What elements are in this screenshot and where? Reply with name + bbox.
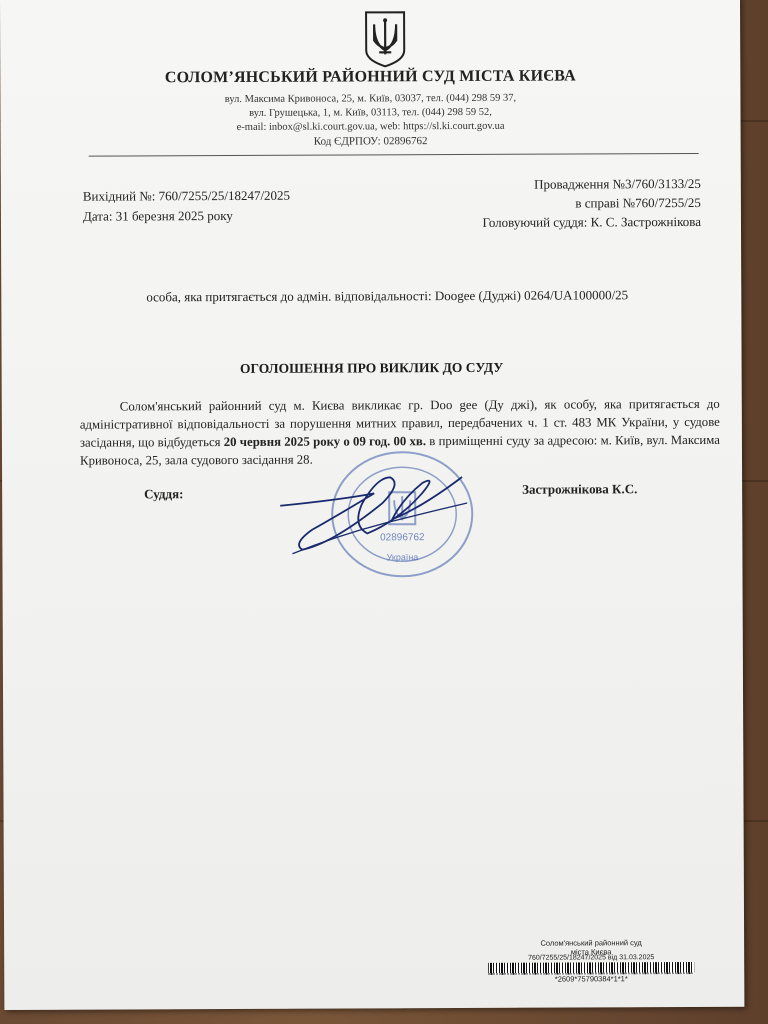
judge-name: Застрожнікова К.С. bbox=[522, 481, 638, 497]
person-line: особа, яка притягається до адмін. відповідальності: Doogee (Дуджі) 0264/UA100000/25 bbox=[146, 287, 629, 305]
court-name: СОЛОМ’ЯНСЬКИЙ РАЙОННИЙ СУД МІСТА КИЄВА bbox=[164, 67, 576, 87]
presiding-judge: Головуючий суддя: К. С. Застрожнікова bbox=[482, 213, 702, 230]
handwritten-signature bbox=[272, 463, 472, 564]
outgoing-number: Вихідний №: 760/7255/25/18247/2025 bbox=[82, 187, 291, 204]
address-line-2: вул. Грушецька, 1, м. Київ, 03113, тел. (044) 298 59 52, bbox=[249, 106, 492, 119]
coat-of-arms-icon bbox=[362, 10, 408, 68]
document-date: Дата: 31 березня 2025 року bbox=[82, 207, 233, 224]
contact-line: e-mail: inbox@sl.ki.court.gov.ua, web: https://sl.ki.court.gov.ua bbox=[236, 120, 505, 133]
footer-ref: 760/7255/25/18247/2025 від 31.03.2025 bbox=[528, 954, 655, 962]
edrpou-code: Код ЄДРПОУ: 02896762 bbox=[313, 135, 428, 148]
proceeding-number: Провадження №3/760/3133/25 bbox=[534, 175, 701, 192]
hearing-date: 20 червня 2025 року о 09 год. 00 хв. bbox=[223, 434, 427, 450]
stamp-code: 02896762 bbox=[380, 532, 425, 544]
footer-city: міста Києва bbox=[570, 947, 612, 957]
stamp-country: Україна bbox=[386, 552, 419, 563]
body-text-part1: Солом'янський районний суд м. Києва викликає гр. Doo gee (Ду джі), як особу, яка притягається до адміністративної відповідальності за порушення митних правил, передбачених ч. 1 ст. 483 МК України, у судове засідання, що відбудеться bbox=[79, 396, 720, 450]
barcode-text: *2609*75790384*1*1* bbox=[554, 974, 628, 984]
judge-label: Суддя: bbox=[144, 486, 184, 502]
body-text-part2: в приміщенні суду за адресою: м. Київ, вул. Максима Кривоноса, 25, зала судового засідання 28. bbox=[79, 432, 720, 468]
header-divider bbox=[89, 153, 699, 157]
footer-court: Солом'янський районний суд bbox=[540, 938, 642, 948]
announcement-title: ОГОЛОШЕННЯ ПРО ВИКЛИК ДО СУДУ bbox=[239, 359, 504, 376]
barcode bbox=[488, 962, 694, 975]
case-number: в справі №760/7255/25 bbox=[575, 194, 701, 211]
address-line-1: вул. Максима Кривоноса, 25, м. Київ, 03037, тел. (044) 298 59 37, bbox=[224, 92, 517, 106]
